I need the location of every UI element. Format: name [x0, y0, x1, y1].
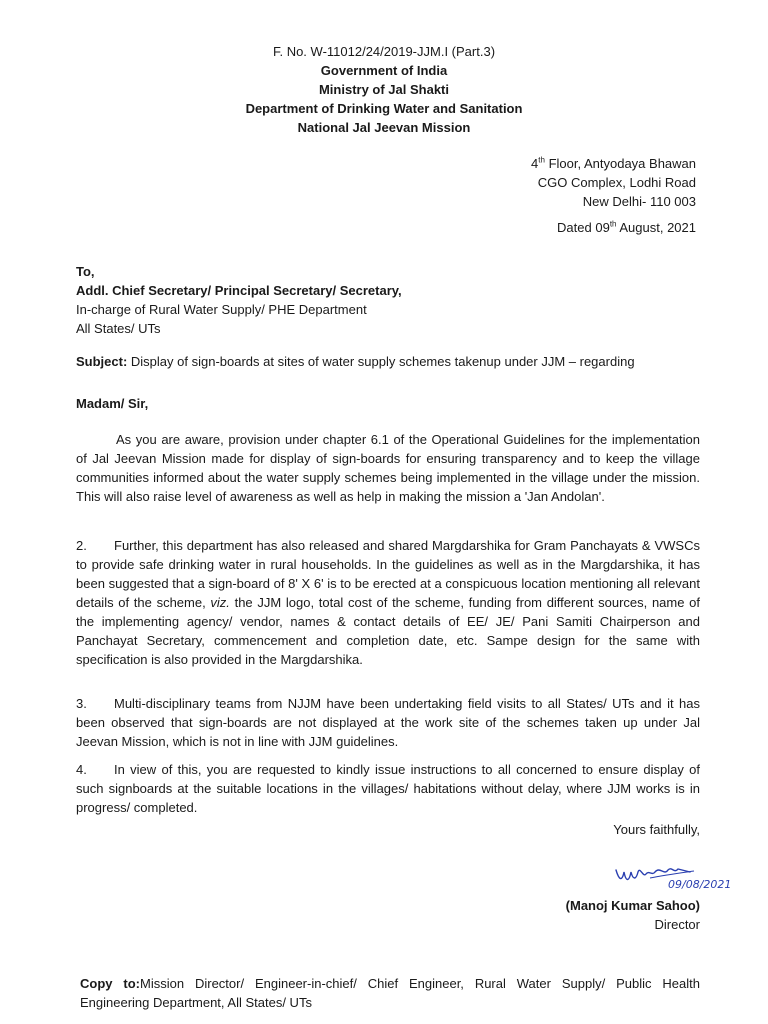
copy-to — [80, 974, 700, 1012]
header-mission: National Jal Jeevan Mission — [297, 120, 471, 135]
header-ministry: Ministry of Jal Shakti — [318, 82, 450, 97]
signature-date: 09/08/2021 — [668, 878, 732, 891]
paragraph-4: 4. In view of this, you are requested to kindly issue instructions to all concerned to ensure display of such signboards at the suitable locations in the villages/ habitations without delay, where JJM works is in progress/ completed. — [76, 762, 700, 815]
signer-title: Director — [654, 917, 700, 932]
to-label: To, — [76, 264, 95, 279]
paragraph-4-number: 4. — [76, 762, 87, 777]
paragraph-2-number: 2. — [76, 538, 87, 553]
recipient-line-3: All States/ UTs — [76, 321, 161, 336]
copy-to-label: Copy to: — [80, 976, 140, 991]
paragraph-1: As you are aware, provision under chapter 6.1 of the Operational Guidelines for the implementation of Jal Jeevan Mission made for display of sign-boards for ensuring transparency and to keep the village communities informed about the water supply schemes being implemented in the village under the mission. This will also raise level of awareness as well as help in making the mission a 'Jan Andolan'. — [76, 432, 700, 504]
letter-date: Dated 09th August, 2021 — [557, 219, 696, 235]
closing: Yours faithfully, — [613, 822, 700, 837]
recipient-block — [76, 262, 402, 338]
recipient-line-2: In-charge of Rural Water Supply/ PHE Department — [76, 302, 367, 317]
header-government: Government of India — [320, 63, 448, 78]
header-department: Department of Drinking Water and Sanitation — [245, 101, 523, 116]
paragraph-3: 3. Multi-disciplinary teams from NJJM have been undertaking field visits to all States/ UTs and it has been observed that sign-boards are not displayed at the work site of the schemes taken up under Jal Jeevan Mission, which is not in line with JJM guidelines. — [76, 696, 700, 749]
signature-image — [610, 856, 740, 900]
file-number: F. No. W-11012/24/2019-JJM.I (Part.3) — [272, 44, 496, 59]
paragraph-2: 2. Further, this department has also released and shared Margdarshika for Gram Panchayats & VWSCs to provide safe drinking water in rural households. In the guidelines as well as in the Margdarshika, it has been suggested that a sign-board of 8' X 6' is to be erected at a conspicuous location mentioning all relevant details of the scheme, viz. the JJM logo, total cost of the scheme, funding from different sources, name of the implementing agency/ vendor, names & contact details of EE/ JE/ Pani Samiti Chairperson and Panchayat Secretary, commencement and completion date, etc. Sampe design for the same with specification is also provided in the Margdarshika. — [76, 538, 700, 667]
sender-address — [531, 154, 696, 211]
subject-text: Display of sign-boards at sites of water supply schemes takenup under JJM – regarding — [127, 354, 635, 369]
signer-name: (Manoj Kumar Sahoo) — [565, 898, 700, 913]
salutation: Madam/ Sir, — [76, 396, 149, 411]
subject-line — [76, 354, 635, 369]
subject-label: Subject: — [76, 354, 128, 369]
address-line-1: 4th Floor, Antyodaya Bhawan — [531, 155, 696, 171]
address-line-3: New Delhi- 110 003 — [582, 194, 696, 209]
paragraph-3-number: 3. — [76, 696, 87, 711]
letter-header — [0, 42, 768, 137]
recipient-line-1: Addl. Chief Secretary/ Principal Secretary/ Secretary, — [76, 283, 402, 298]
address-line-2: CGO Complex, Lodhi Road — [537, 175, 696, 190]
copy-to-text: Mission Director/ Engineer-in-chief/ Chief Engineer, Rural Water Supply/ Public Health Engineering Department, All States/ UTs — [80, 976, 700, 1010]
signer-block — [566, 896, 700, 934]
